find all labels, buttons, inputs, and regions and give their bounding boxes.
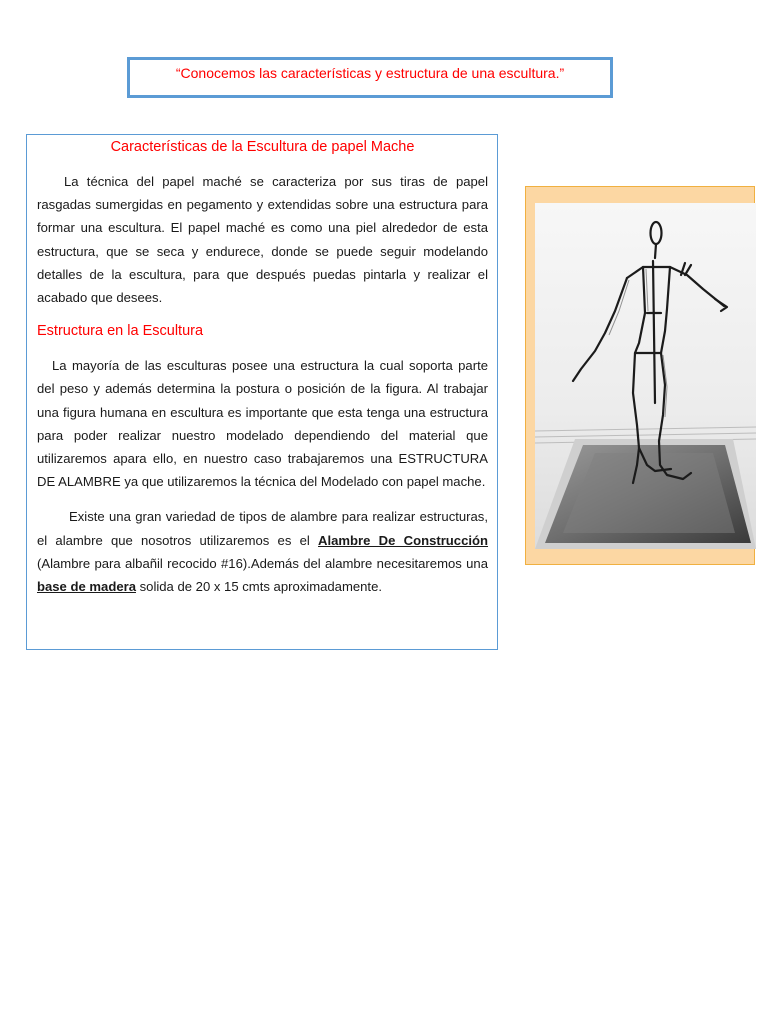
wire-text-3: solida de 20 x 15 cmts aproximadamente. (135, 579, 382, 595)
section-title-characteristics: Características de la Escultura de papel Mache (110, 139, 415, 155)
paragraph-structure: La mayoría de las esculturas posee una estructura la cual soporta parte del peso y además determina la postura o posición de la figura. Al trabajar una figura humana en escultura es importante que esta tenga una estructura para poder realizar nuestro modelado dependiendo del material que utilizaremos apara ello, en nuestro caso trabajaremos una ESTRUCTURA DE ALAMBRE ya que utilizaremos la técnica del Modelado con papel mache. (37, 358, 488, 490)
wire-bold-construction: Alambre De Construcción (318, 532, 489, 548)
title-box (127, 57, 613, 98)
content-box (26, 134, 498, 650)
page-title: “Conocemos las características y estructura de una escultura.” (175, 65, 565, 81)
paragraph-wire (37, 505, 488, 598)
photo-frame (525, 186, 755, 565)
section-title-structure: Estructura en la Escultura (37, 323, 204, 340)
wire-sculpture-photo (535, 203, 756, 549)
paragraph-characteristics: La técnica del papel maché se caracteriza por sus tiras de papel rasgadas sumergidas en pegamento y extendidas sobre una estructura para formar una escultura. El papel maché es como una piel alrededor de esta estructura, que se seca y endurece, donde se puede seguir modelando detalles de la escultura, para que después puedas pintarla y realizar el acabado que desees. (37, 174, 488, 306)
wire-text-1: Existe una gran variedad de tipos de alambre para realizar estructuras, el alambre que nosotros utilizaremos es el (37, 509, 488, 548)
wire-bold-wood-base: base de madera (37, 579, 136, 595)
wire-figure-illustration (535, 203, 756, 549)
wire-text-2: (Alambre para albañil recocido #16).Además del alambre necesitaremos una (37, 555, 488, 571)
